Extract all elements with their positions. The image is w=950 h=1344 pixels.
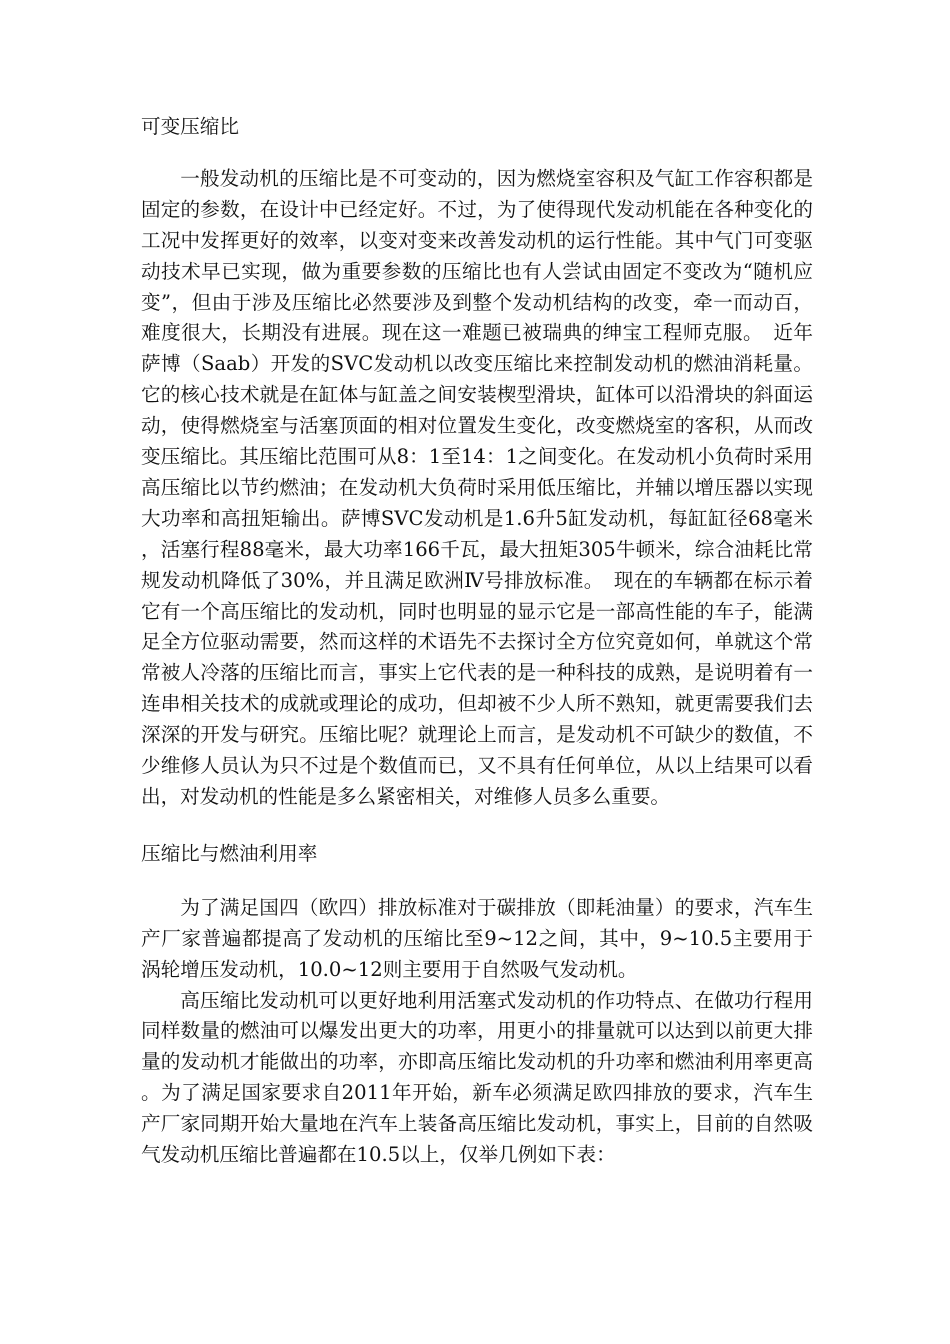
paragraph-variable-compression-ratio: 一般发动机的压缩比是不可变动的，因为燃烧室容积及气缸工作容积都是固定的参数，在设计中已经定好。不过，为了使得现代发动机能在各种变化的工况中发挥更好的效率，以变对变来改善发动机的运行性能。其中气门可变驱动技术早已实现，做为重要参数的压缩比也有人尝试由固定不变改为“随机应变”，但由于涉及压缩比必然要涉及到整个发动机结构的改变，牵一而动百，难度很大，长期没有进展。现在这一难题已被瑞典的绅宝工程师克服。 近年萨博（Saab）开发的SVC发动机以改变压缩比来控制发动机的燃油消耗量。它的核心技术就是在缸体与缸盖之间安装楔型滑块，缸体可以沿滑块的斜面运动，使得燃烧室与活塞顶面的相对位置发生变化，改变燃烧室的客积，从而改变压缩比。其压缩比范围可从8：1至14：1之间变化。在发动机小负荷时采用高压缩比以节约燃油；在发动机大负荷时采用低压缩比，并辅以增压器以实现大功率和高扭矩输出。萨博SVC发动机是1.6升5缸发动机，每缸缸径68毫米，活塞行程88毫米，最大功率166千瓦，最大扭矩305牛顿米，综合油耗比常规发动机降低了30%，并且满足欧洲Ⅳ号排放标准。 现在的车辆都在标示着它有一个高压缩比的发动机，同时也明显的显示它是一部高性能的车子，能满足全方位驱动需要，然而这样的术语先不去探讨全方位究竟如何，单就这个常常被人冷落的压缩比而言，事实上它代表的是一种科技的成熟，是说明着有一连串相关技术的成就或理论的成功，但却被不少人所不熟知，就更需要我们去深深的开发与研究。压缩比呢？就理论上而言，是发动机不可缺少的数值，不少维修人员认为只不过是个数值而已，又不具有任何单位，从以上结果可以看出，对发动机的性能是多么紧密相关，对维修人员多么重要。: [141, 166, 813, 809]
document-page: [141, 112, 813, 1171]
paragraph-high-compression-engines: 高压缩比发动机可以更好地利用活塞式发动机的作功特点、在做功行程用同样数量的燃油可以爆发出更大的功率，用更小的排量就可以达到以前更大排量的发动机才能做出的功率，亦即高压缩比发动机的升功率和燃油利用率更高。为了满足国家要求自2011年开始，新车必须满足欧四排放的要求，汽车生产厂家同期开始大量地在汽车上装备高压缩比发动机，事实上，目前的自然吸气发动机压缩比普遍都在10.5以上，仅举几例如下表：: [141, 988, 813, 1167]
section-heading-variable-compression-ratio: 可变压缩比: [141, 115, 239, 138]
paragraph-emission-standard: 为了满足国四（欧四）排放标准对于碳排放（即耗油量）的要求，汽车生产厂家普遍都提高了发动机的压缩比至9~12之间，其中，9~10.5主要用于涡轮增压发动机，10.0~12则主要用于自然吸气发动机。: [141, 895, 813, 981]
section-heading-compression-fuel-efficiency: 压缩比与燃油利用率: [141, 841, 318, 865]
